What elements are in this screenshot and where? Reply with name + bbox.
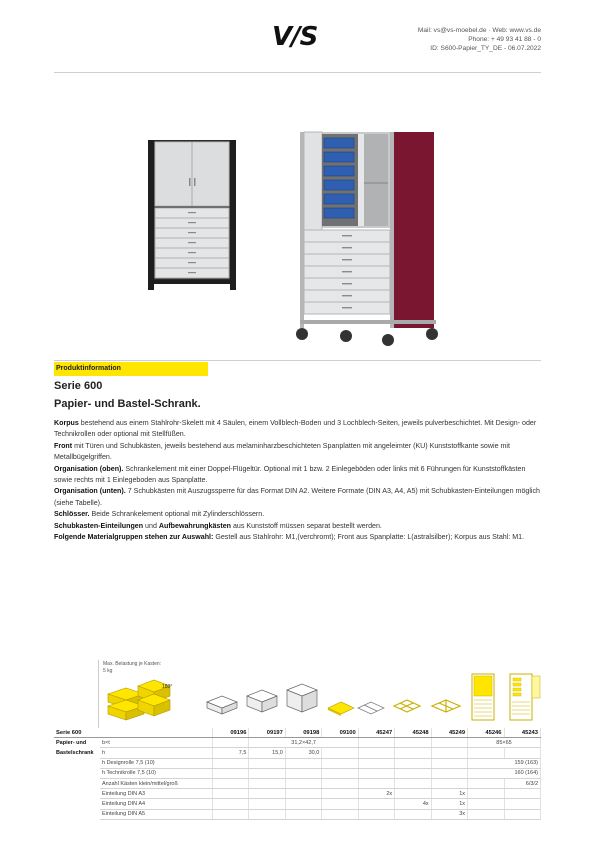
table-row — [54, 758, 541, 768]
table-cell — [504, 748, 541, 758]
vs-logo: V/S — [272, 22, 318, 52]
table-cell — [285, 778, 321, 788]
table-cell — [468, 778, 504, 788]
product-info-badge: Produktinformation — [54, 362, 208, 376]
table-cell — [213, 768, 249, 778]
table-cell — [285, 758, 321, 768]
table-cell — [322, 768, 358, 778]
table-cell — [285, 809, 321, 819]
table-cell — [249, 768, 285, 778]
table-row — [54, 799, 541, 809]
row-label: Einteilung DIN A5 — [100, 809, 213, 819]
table-cell — [249, 809, 285, 819]
table-cell — [213, 809, 249, 819]
table-cell — [322, 778, 358, 788]
col-header: 09100 — [322, 728, 358, 738]
header-spacer — [100, 728, 213, 738]
row-label: Anzahl Kästen klein/mittel/groß — [100, 778, 213, 788]
table-cell: 7,5 — [213, 748, 249, 758]
row-label: Einteilung DIN A4 — [100, 799, 213, 809]
table-cell: 3x — [431, 809, 467, 819]
blank — [54, 789, 100, 799]
table-row — [54, 738, 541, 748]
row-label: h Designrolle 7,5 (10) — [100, 758, 213, 768]
table-cell: 30,0 — [285, 748, 321, 758]
table-cell — [249, 789, 285, 799]
col-header: 45246 — [468, 728, 504, 738]
table-cell — [249, 799, 285, 809]
table-cell: 2x — [358, 789, 394, 799]
desc-korpus: Korpus bestehend aus einem Stahlrohr-Skelett mit 4 Säulen, einem Vollblech-Boden und 3 Lochblech-Seiten, jeweils pulverbeschichtet. Mit Design- oder Technikrollen oder optional mit Stellfüßen. — [54, 419, 537, 439]
table-cell — [322, 799, 358, 809]
table-cell — [395, 738, 431, 748]
table-cell — [358, 778, 394, 788]
cabinet-yellow-open-image — [504, 670, 544, 724]
table-cell: 159 (163) — [468, 758, 541, 768]
cabinet-yellow-image — [468, 670, 498, 724]
col-header: 45249 — [431, 728, 467, 738]
table-cell — [285, 789, 321, 799]
col-header: 45248 — [395, 728, 431, 738]
row-label: Einteilung DIN A3 — [100, 789, 213, 799]
desc-organisation-top: Organisation (oben). Schrankelement mit einer Doppel-Flügeltür. Optional mit 1 bzw. 2 Einlegeböden oder links mit 6 Führungen für Kunststoffkästen sowie rechts mit 1 Einlegeboden aus Spanplatte. — [54, 464, 526, 485]
max-load-note — [103, 661, 161, 675]
table-cell — [322, 758, 358, 768]
divider-mixed-image — [430, 696, 462, 720]
table-cell — [468, 809, 504, 819]
table-cell — [431, 748, 467, 758]
table-cell: 160 (164) — [468, 768, 541, 778]
table-cell: 15,0 — [249, 748, 285, 758]
table-cell — [213, 789, 249, 799]
table-cell — [358, 799, 394, 809]
table-row — [54, 768, 541, 778]
table-header-row — [54, 728, 541, 738]
table-cell — [431, 768, 467, 778]
blank — [54, 758, 100, 768]
table-cell — [504, 799, 541, 809]
table-cell — [322, 809, 358, 819]
document-id: ID: S600-Papier_TY_DE - 06.07.2022 — [430, 45, 541, 52]
table-cell: 31,2×42,7 — [249, 738, 358, 748]
table-cell — [431, 778, 467, 788]
desc-drawer-dividers: Schubkasten-Einteilungen und Aufbewahrungkästen aus Kunststoff müssen separat bestellt werden. — [54, 521, 382, 530]
header-divider — [54, 72, 541, 73]
blank — [54, 809, 100, 819]
table-row — [54, 809, 541, 819]
table-cell — [358, 738, 394, 748]
product-subtitle: Papier- und Bastel-Schrank. — [54, 398, 201, 410]
box-small-image — [204, 690, 240, 720]
row-label: b×t — [100, 738, 213, 748]
table-cell — [322, 748, 358, 758]
table-cell — [358, 809, 394, 819]
table-row — [54, 789, 541, 799]
table-cell — [249, 758, 285, 768]
divider-a4-image — [392, 696, 422, 720]
table-cell: 1x — [431, 789, 467, 799]
table-cell — [358, 748, 394, 758]
product-description — [54, 418, 544, 543]
max-load-label: Max. Belastung je Kasten: — [103, 661, 162, 667]
contact-line-phone: Phone: + 49 93 41 88 - 0 — [468, 36, 541, 43]
cabinet-open-image — [292, 130, 440, 348]
box-medium-image — [244, 686, 280, 720]
col-header: 45247 — [358, 728, 394, 738]
product-table — [54, 728, 541, 820]
angle-label: 180° — [162, 684, 173, 690]
series-label: Serie 600 — [54, 728, 100, 738]
table-cell — [358, 758, 394, 768]
col-header: 09198 — [285, 728, 321, 738]
row-label: h Technikrolle 7,5 (10) — [100, 768, 213, 778]
table-cell: 4x — [395, 799, 431, 809]
box-large-image — [284, 682, 320, 720]
table-cell — [213, 738, 249, 748]
desc-organisation-bottom: Organisation (unten). 7 Schubkästen mit Auszugssperre für das Format DIN A2. Weitere Formate (DIN A3, A4, A5) mit Schubkasten-Einteilungen möglich (siehe Tabelle). — [54, 487, 540, 507]
table-cell — [358, 768, 394, 778]
desc-materials: Folgende Materialgruppen stehen zur Auswahl: Gestell aus Stahlrohr: M1,(verchromt); Front aus Spanplatte: L(astralsilber); Korpus aus Stahl: M1. — [54, 533, 525, 542]
contact-info — [418, 26, 541, 53]
table-cell — [322, 789, 358, 799]
table-cell — [395, 748, 431, 758]
table-left-line — [98, 660, 99, 728]
table-cell — [213, 799, 249, 809]
table-cell — [395, 809, 431, 819]
contact-line-mail: Mail: vs@vs-moebel.de · Web: www.vs.de — [417, 27, 541, 34]
col-header: 09196 — [213, 728, 249, 738]
row-label: h — [100, 748, 213, 758]
table-cell: 1x — [431, 799, 467, 809]
table-cell — [395, 768, 431, 778]
cabinet-closed-image — [144, 138, 242, 296]
table-cell — [395, 758, 431, 768]
table-cell — [395, 778, 431, 788]
table-cell — [431, 738, 467, 748]
max-load-value: 5 kg — [103, 668, 113, 674]
blank — [54, 799, 100, 809]
col-header: 09197 — [249, 728, 285, 738]
col-header: 45243 — [504, 728, 541, 738]
table-row — [54, 748, 541, 758]
table-cell — [249, 778, 285, 788]
series-label-line3: Bastelschrank — [56, 749, 94, 756]
table-cell — [468, 799, 504, 809]
table-cell — [213, 778, 249, 788]
blank — [54, 778, 100, 788]
table-cell — [468, 748, 504, 758]
table-cell — [213, 758, 249, 768]
blank — [54, 768, 100, 778]
desc-front: Front mit Türen und Schubkästen, jeweils bestehend aus melaminharzbeschichteten Spanplatten mit angeleimter (KU) Kunststoffkante sowie mit Metallbügelgriffen. — [54, 441, 510, 462]
table-cell — [504, 789, 541, 799]
divider-a3-image — [356, 698, 386, 720]
table-cell — [431, 758, 467, 768]
table-row — [54, 778, 541, 788]
table-cell — [395, 789, 431, 799]
series-title: Serie 600 — [54, 380, 103, 392]
section-divider — [54, 360, 541, 361]
table-cell — [468, 789, 504, 799]
series-label-line2: Papier- und — [56, 740, 87, 747]
table-cell — [285, 799, 321, 809]
table-cell — [504, 809, 541, 819]
lid-image — [326, 698, 356, 720]
table-cell — [285, 768, 321, 778]
table-cell: 6/3/2 — [504, 778, 541, 788]
table-cell: 85×65 — [468, 738, 541, 748]
desc-locks: Schlösser. Beide Schrankelement optional mit Zylinderschlössern. — [54, 510, 265, 519]
